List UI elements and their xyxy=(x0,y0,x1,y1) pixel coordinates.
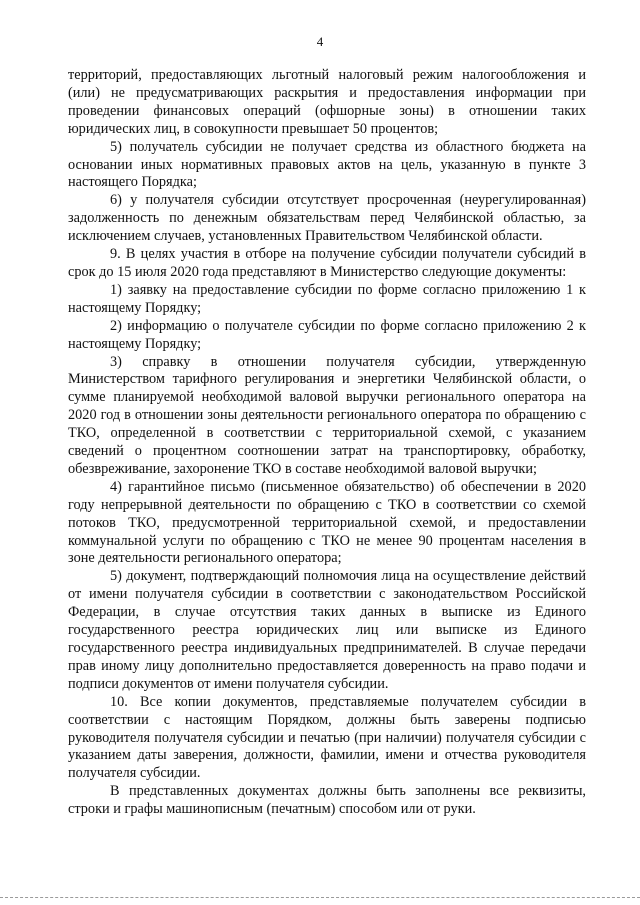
page-bottom-edge xyxy=(0,897,640,898)
paragraph-clause-9: 9. В целях участия в отборе на получение субсидии получатели субсидий в срок до 15 июля 2020 года представляют в Министерство следующие документы: xyxy=(68,246,586,280)
paragraph-item-5: 5) получатель субсидии не получает средства из областного бюджета на основании иных нормативных правовых актов на цель, указанную в пункте 3 настоящего Порядка; xyxy=(68,138,586,191)
paragraph-item-6: 6) у получателя субсидии отсутствует просроченная (неурегулированная) задолженность по денежным обязательствам перед Челябинской областью, за исключением случаев, установленных Правительством Челябинской области. xyxy=(68,192,586,245)
paragraph-doc-5: 5) документ, подтверждающий полномочия лица на осуществление действий от имени получателя субсидии в соответствии с законодательством Российской Федерации, в случае отсутствия таких данных в выписке из Единого государственного реестра юридических лиц или выписке из Единого государственного реестра индивидуальных предпринимателей. В случае передачи прав иному лицу дополнительно предоставляется доверенность на право подачи и подписи документов от имени получателя субсидии. xyxy=(68,568,586,692)
paragraph-doc-2: 2) информацию о получателе субсидии по форме согласно приложению 2 к настоящему Порядку; xyxy=(68,317,586,352)
paragraph-doc-4: 4) гарантийное письмо (письменное обязательство) об обеспечении в 2020 году непрерывной деятельности по обращению с ТКО в соответствии со схемой потоков ТКО, предусмотренной территориальной схемой, и предоставлении коммунальной услуги по обращению с ТКО не менее 90 процентам населения в зоне деятельности регионального оператора; xyxy=(68,478,586,567)
paragraph-continuation: территорий, предоставляющих льготный налоговый режим налогообложения и (или) не предусматривающих раскрытия и предоставления информации при проведении финансовых операций (офшорные зоны) в отношении таких юридических лиц, в совокупности превышает 50 процентов; xyxy=(68,67,586,137)
paragraph-clause-10: 10. Все копии документов, представляемые получателем субсидии в соответствии с настоящим Порядком, должны быть заверены подписью руководителя получателя субсидии и печатью (при наличии) получателя субсидии с указанием даты заверения, должности, фамилии, имени и отчества руководителя получателя субсидии. xyxy=(68,693,586,782)
paragraph-doc-3: 3) справку в отношении получателя субсидии, утвержденную Министерством тарифного регулирования и энергетики Челябинской области, о сумме планируемой необходимой валовой выручки регионального оператора на 2020 год в отношении зоны деятельности регионального оператора по обращению с ТКО, определенной в соответствии с территориальной схемой, с указанием сведений о процентном соотношении затрат на транспортировку, обработку, обезвреживание, захоронение ТКО в составе необходимой валовой выручки; xyxy=(68,353,586,477)
paragraph-requisites: В представленных документах должны быть заполнены все реквизиты, строки и графы машинописным (печатным) способом или от руки. xyxy=(68,783,586,818)
paragraph-doc-1: 1) заявку на предоставление субсидии по форме согласно приложению 1 к настоящему Порядку; xyxy=(68,281,586,316)
page-number: 4 xyxy=(316,34,324,49)
document-body xyxy=(68,67,586,819)
